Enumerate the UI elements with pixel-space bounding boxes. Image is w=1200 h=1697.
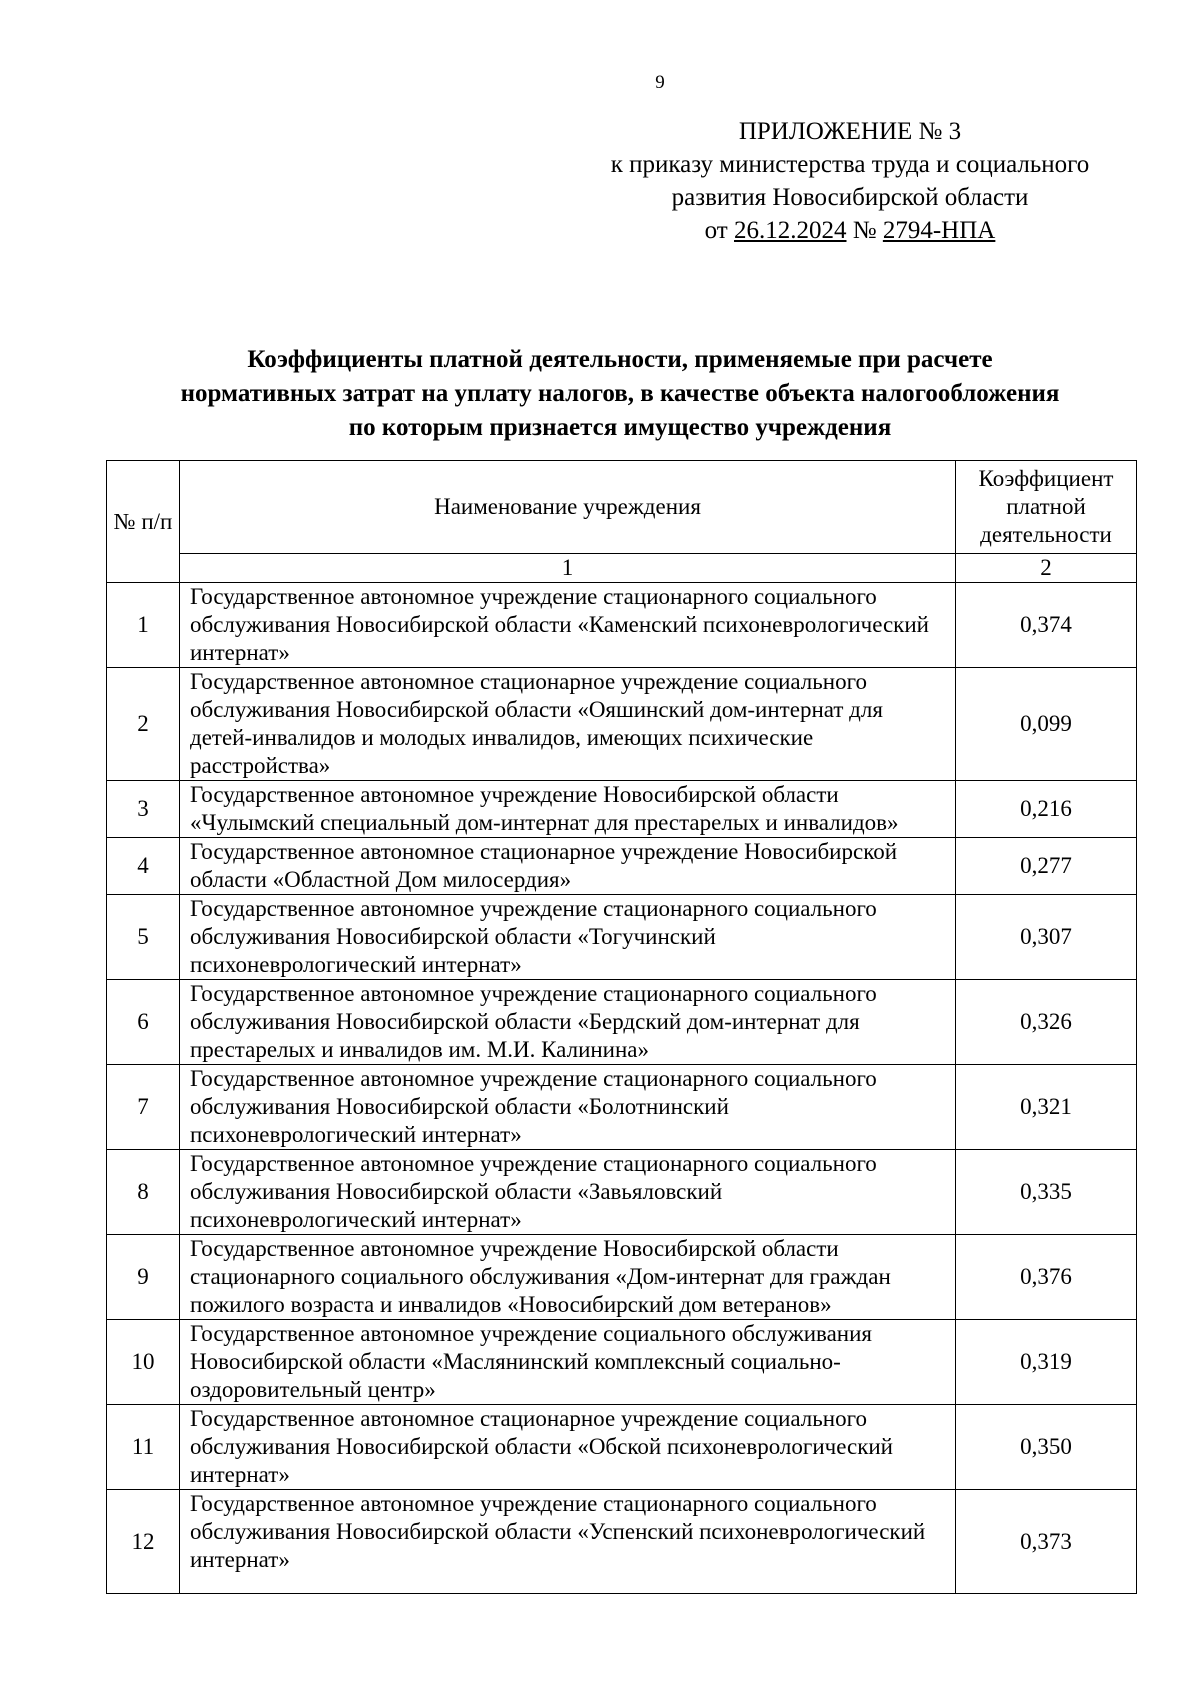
appendix-number-sign: № bbox=[852, 217, 877, 244]
table-row bbox=[107, 668, 1137, 781]
coefficients-table bbox=[106, 460, 1137, 1594]
appendix-ministry-line: развития Новосибирской области bbox=[671, 184, 1029, 211]
appendix-number: 2794-НПА bbox=[882, 217, 996, 244]
header-coef: Коэффициент платной деятельности bbox=[956, 461, 1137, 554]
row-coefficient: 0,376 bbox=[956, 1235, 1137, 1320]
row-institution-name: Государственное автономное учреждение социального обслуживания Новосибирской области «Маслянинский комплексный социально-оздоровительный центр» bbox=[180, 1320, 956, 1405]
table-header-row bbox=[107, 461, 1137, 554]
row-coefficient: 0,277 bbox=[956, 838, 1137, 895]
row-institution-name: Государственное автономное учреждение стационарного социального обслуживания Новосибирской области «Завьяловский психоневрологический интернат» bbox=[180, 1150, 956, 1235]
row-number: 11 bbox=[107, 1405, 180, 1490]
title-line-2: нормативных затрат на уплату налогов, в качестве объекта налогообложения bbox=[180, 380, 1060, 407]
row-number: 6 bbox=[107, 980, 180, 1065]
row-coefficient: 0,216 bbox=[956, 781, 1137, 838]
row-number: 12 bbox=[107, 1490, 180, 1594]
row-number: 10 bbox=[107, 1320, 180, 1405]
column-index-coef: 2 bbox=[956, 554, 1137, 583]
table-row bbox=[107, 583, 1137, 668]
appendix-block bbox=[570, 115, 1130, 247]
row-coefficient: 0,373 bbox=[956, 1490, 1137, 1594]
row-institution-name: Государственное автономное стационарное учреждение социального обслуживания Новосибирской области «Ояшинский дом-интернат для детей-инвалидов и молодых инвалидов, имеющих психические расстройства» bbox=[180, 668, 956, 781]
column-index-name: 1 bbox=[180, 554, 956, 583]
table-row bbox=[107, 1065, 1137, 1150]
row-coefficient: 0,321 bbox=[956, 1065, 1137, 1150]
appendix-order-line: к приказу министерства труда и социального bbox=[610, 151, 1090, 178]
row-number: 8 bbox=[107, 1150, 180, 1235]
row-institution-name: Государственное автономное учреждение стационарного социального обслуживания Новосибирской области «Успенский психоневрологический интернат» bbox=[180, 1490, 956, 1594]
row-institution-name: Государственное автономное учреждение стационарного социального обслуживания Новосибирской области «Тогучинский психоневрологический интернат» bbox=[180, 895, 956, 980]
row-institution-name: Государственное автономное учреждение стационарного социального обслуживания Новосибирской области «Каменский психоневрологический интернат» bbox=[180, 583, 956, 668]
table-row bbox=[107, 1235, 1137, 1320]
row-institution-name: Государственное автономное учреждение Новосибирской области стационарного социального обслуживания «Дом-интернат для граждан пожилого возраста и инвалидов «Новосибирский дом ветеранов» bbox=[180, 1235, 956, 1320]
row-number: 4 bbox=[107, 838, 180, 895]
appendix-date: 26.12.2024 bbox=[734, 217, 847, 244]
row-coefficient: 0,374 bbox=[956, 583, 1137, 668]
title-line-1: Коэффициенты платной деятельности, применяемые при расчете bbox=[247, 346, 993, 373]
table-row bbox=[107, 1490, 1137, 1594]
table-row bbox=[107, 1150, 1137, 1235]
row-institution-name: Государственное автономное стационарное учреждение социального обслуживания Новосибирской области «Обской психоневрологический интернат» bbox=[180, 1405, 956, 1490]
table-row bbox=[107, 980, 1137, 1065]
row-number: 9 bbox=[107, 1235, 180, 1320]
table-row bbox=[107, 895, 1137, 980]
table-row bbox=[107, 838, 1137, 895]
header-name: Наименование учреждения bbox=[180, 461, 956, 554]
table-body bbox=[107, 583, 1137, 1594]
row-coefficient: 0,335 bbox=[956, 1150, 1137, 1235]
row-number: 5 bbox=[107, 895, 180, 980]
row-institution-name: Государственное автономное учреждение стационарного социального обслуживания Новосибирской области «Болотнинский психоневрологический интернат» bbox=[180, 1065, 956, 1150]
table-row bbox=[107, 1405, 1137, 1490]
row-number: 2 bbox=[107, 668, 180, 781]
appendix-date-line bbox=[570, 214, 1130, 247]
document-title bbox=[100, 343, 1140, 445]
row-number: 7 bbox=[107, 1065, 180, 1150]
row-institution-name: Государственное автономное стационарное учреждение Новосибирской области «Областной Дом милосердия» bbox=[180, 838, 956, 895]
title-line-3: по которым признается имущество учреждения bbox=[348, 414, 892, 441]
page-number: 9 bbox=[655, 72, 665, 93]
row-number: 1 bbox=[107, 583, 180, 668]
appendix-date-prefix: от bbox=[704, 217, 728, 244]
row-coefficient: 0,326 bbox=[956, 980, 1137, 1065]
row-coefficient: 0,350 bbox=[956, 1405, 1137, 1490]
table-row bbox=[107, 1320, 1137, 1405]
row-institution-name: Государственное автономное учреждение Новосибирской области «Чулымский специальный дом-интернат для престарелых и инвалидов» bbox=[180, 781, 956, 838]
row-coefficient: 0,319 bbox=[956, 1320, 1137, 1405]
header-num: № п/п bbox=[107, 461, 180, 583]
appendix-title: ПРИЛОЖЕНИЕ № 3 bbox=[738, 118, 962, 145]
table-column-index-row bbox=[107, 554, 1137, 583]
row-institution-name: Государственное автономное учреждение стационарного социального обслуживания Новосибирской области «Бердский дом-интернат для престарелых и инвалидов им. М.И. Калинина» bbox=[180, 980, 956, 1065]
table-row bbox=[107, 781, 1137, 838]
row-number: 3 bbox=[107, 781, 180, 838]
row-coefficient: 0,099 bbox=[956, 668, 1137, 781]
row-coefficient: 0,307 bbox=[956, 895, 1137, 980]
